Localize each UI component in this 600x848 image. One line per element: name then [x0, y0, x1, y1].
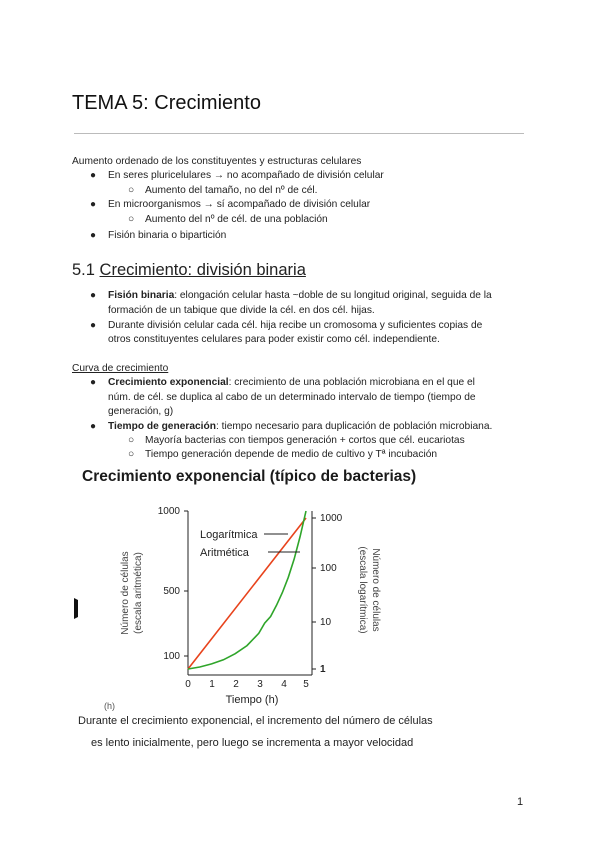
growth-chart [0, 455, 600, 755]
intro-subitem-1: Aumento del tamaño, no del nº de cél. [145, 185, 318, 196]
y-tick-label: 100 [163, 651, 180, 662]
y-axis-label-right [357, 546, 381, 633]
title-divider [74, 133, 524, 134]
bullet-icon: ● [90, 377, 97, 388]
curve-subitem-1: Mayoría bacterias con tiempos generación + cortos que cél. eucariotas [145, 435, 465, 446]
curve-bullet-1-cont1: núm. de cél. se duplica al cabo de un determinado intervalo de tiempo (tiempo de [108, 392, 476, 403]
section-heading [72, 261, 306, 280]
y2-axis-label-line1: Número de células [370, 548, 381, 632]
legend-aritmetica: Aritmética [200, 547, 249, 559]
circle-bullet-icon: ○ [128, 449, 135, 460]
section-bullet-1 [108, 289, 492, 303]
y-axis-label-left [120, 551, 144, 634]
curve-bullet-2 [108, 420, 492, 434]
bullet-icon: ● [90, 170, 97, 181]
x-tick-label: 0 [185, 679, 191, 690]
bold-term: Fisión binaria [108, 290, 175, 301]
circle-bullet-icon: ○ [128, 214, 135, 225]
circle-bullet-icon: ○ [128, 435, 135, 446]
bullet-text: : tiempo necesario para duplicación de población microbiana. [215, 421, 493, 432]
chart-caption-line2: es lento inicialmente, pero luego se incrementa a mayor velocidad [91, 737, 414, 749]
y-axis-label-line2: (escala aritmética) [133, 552, 144, 634]
intro-subitem-2: Aumento del nº de cél. de una población [145, 214, 328, 225]
y-ticks-left [158, 506, 188, 662]
x-tick-label: 2 [233, 679, 239, 690]
bold-term: Tiempo de generación [108, 421, 216, 432]
legend-logaritmica: Logarítmica [200, 529, 258, 541]
x-tick-label: 1 [209, 679, 215, 690]
bullet-text: : crecimiento de una población microbiana en el que el [228, 377, 475, 388]
x-tick-label: 5 [303, 679, 309, 690]
y-axis-label-line1: Número de células [120, 551, 131, 635]
y-tick-label: 1000 [157, 506, 180, 517]
x-ticks [185, 679, 309, 690]
bullet-icon: ● [90, 290, 97, 301]
intro-lead: Aumento ordenado de los constituyentes y estructuras celulares [72, 156, 362, 167]
chart-caption-line1: Durante el crecimiento exponencial, el incremento del número de células [78, 715, 433, 727]
intro-item-2: En microorganismos → sí acompañado de división celular [108, 199, 371, 210]
scan-mark [74, 598, 78, 619]
y2-tick-label: 1000 [320, 513, 343, 524]
x-tick-label: 4 [281, 679, 287, 690]
section-bullet-2-cont: otros constituyentes celulares para poder existir como cél. independiente. [108, 334, 440, 345]
y2-tick-label: 100 [320, 563, 337, 574]
bullet-icon: ● [90, 421, 97, 432]
x-tick-label: 3 [257, 679, 263, 690]
section-bullet-2: Durante división celular cada cél. hija recibe un cromosoma y suficientes copias de [108, 320, 483, 331]
y2-tick-label: 1 [320, 664, 326, 675]
section-bullet-1-cont: formación de un tabique que divide la cél. en dos cél. hijas. [108, 305, 375, 316]
bold-term: Crecimiento exponencial [108, 377, 229, 388]
bullet-icon: ● [90, 320, 97, 331]
y-tick-label: 500 [163, 586, 180, 597]
y2-tick-label: 10 [320, 617, 332, 628]
curve-heading: Curva de crecimiento [72, 363, 169, 374]
x-axis-label: Tiempo (h) [225, 694, 279, 706]
curve-bullet-1 [108, 376, 475, 390]
section-title: Crecimiento: división binaria [99, 261, 306, 279]
chart-title: Crecimiento exponencial (típico de bacterias) [82, 468, 417, 485]
page-title: TEMA 5: Crecimiento [72, 92, 261, 114]
y-ticks-right [312, 513, 343, 675]
intro-item-1: En seres pluricelulares → no acompañado de división celular [108, 170, 384, 181]
section-number: 5.1 [72, 261, 95, 279]
bullet-text: : elongación celular hasta ~doble de su longitud original, seguida de la [174, 290, 492, 301]
curve-subitem-2: Tiempo generación depende de medio de cultivo y Tª incubación [145, 449, 438, 460]
intro-item-3: Fisión binaria o bipartición [108, 230, 227, 241]
bullet-icon: ● [90, 199, 97, 210]
circle-bullet-icon: ○ [128, 185, 135, 196]
page-number: 1 [517, 796, 524, 808]
curve-bullet-1-cont2: generación, g) [108, 406, 174, 417]
stray-label: (h) [104, 701, 115, 711]
y2-axis-label-line2: (escala logarítmica) [357, 546, 368, 634]
bullet-icon: ● [90, 230, 97, 241]
